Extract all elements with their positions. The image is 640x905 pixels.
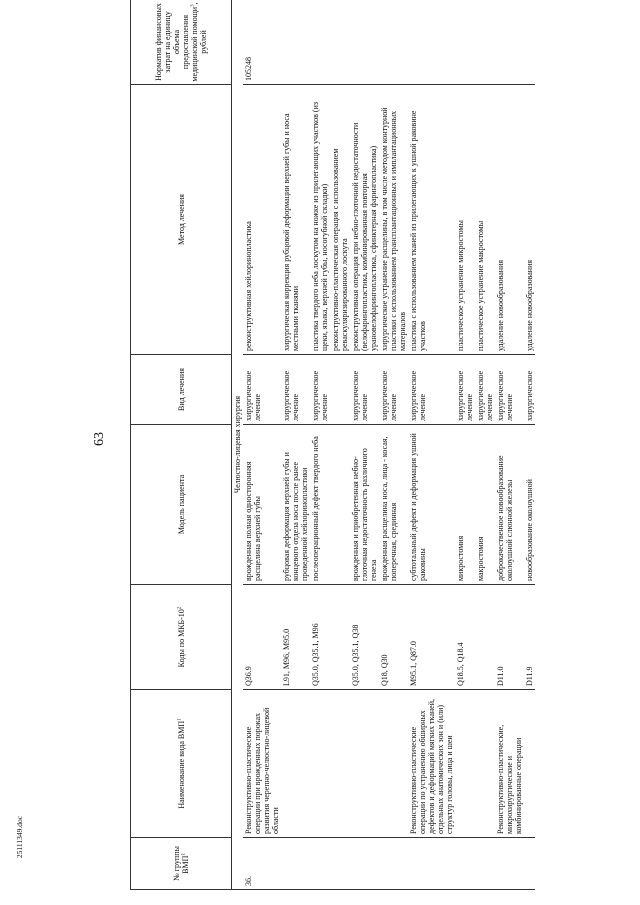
patient-model-cell: субтотальный дефект и деформация ушной раковины — [408, 425, 455, 585]
cost-norm-cell — [350, 0, 379, 85]
medical-care-table-sheet — [130, 0, 570, 890]
icd-codes-cell: Q18, Q30 — [379, 585, 408, 690]
table-row — [455, 0, 475, 890]
treatment-method-cell: удаление новообразования — [495, 85, 524, 355]
group-no-cell — [330, 838, 350, 890]
treatment-type-cell: хирургическое лечение — [408, 355, 455, 425]
header-icd-codes: Коды по МКБ-$10^2$ — [131, 585, 232, 690]
page-number: 63 — [92, 432, 107, 446]
cost-norm-cell — [455, 0, 475, 85]
icd-codes-cell: M95.1, Q87.0 — [408, 585, 455, 690]
treatment-method-cell: пластика твердого неба лоскутом на ножке из прилегающих участков (из щеки, языка, верхней губы, носогубной складки) — [310, 85, 330, 355]
cost-norm-cell — [495, 0, 524, 85]
table-row — [330, 0, 350, 890]
treatment-method-cell: хирургическое устранение расщелины, в том числе методом контурной пластики с использованием трансплантационных и имплантационных материалов — [379, 85, 408, 355]
vmp-name-cell: Реконструктивно-пластические, микрохирургические и комбинированные операции — [495, 690, 524, 838]
group-no-cell — [408, 838, 455, 890]
treatment-method-cell: реконструктивная хейлоринопластика — [243, 85, 281, 355]
cost-norm-cell — [524, 0, 535, 85]
header-treatment-type: Вид лечения — [131, 355, 232, 425]
patient-model-cell: врожденная и приобретенная небно-глоточная недостаточность различного генеза — [350, 425, 379, 585]
header-patient-model: Модель пациента — [131, 425, 232, 585]
treatment-type-cell: хирургическое лечение — [455, 355, 475, 425]
treatment-method-cell: реконструктивно-пластическая операция с использованием реваскуляризированного лоскута — [330, 85, 350, 355]
table-row — [243, 0, 281, 890]
table-row — [350, 0, 379, 890]
vmp-name-cell — [475, 690, 495, 838]
patient-model-cell: врожденная расщелина носа, лица - косая, поперечная, срединная — [379, 425, 408, 585]
icd-codes-cell: Q36.9 — [243, 585, 281, 690]
group-no-cell — [455, 838, 475, 890]
icd-codes-cell: Q35.0, Q35.1, M96 — [310, 585, 330, 690]
header-cost-norm: Норматив финансовых затрат на единицу объема предоставления медицинской помощи$^3$, рублей — [131, 0, 232, 85]
treatment-method-cell: пластическое устранение микростомы — [455, 85, 475, 355]
group-no-cell — [495, 838, 524, 890]
icd-codes-cell: D11.0 — [495, 585, 524, 690]
vmp-name-cell — [455, 690, 475, 838]
section-title: Челюстно-лицевая хирургия — [232, 0, 244, 890]
vmp-name-cell — [281, 690, 310, 838]
cost-norm-cell — [330, 0, 350, 85]
vmp-name-cell: Реконструктивно-пластические операции по устранению обширных дефектов и деформаций мягких тканей, отдельных анатомических зон и (или) структур головы, лица и шеи — [408, 690, 455, 838]
patient-model-cell — [330, 425, 350, 585]
group-no-cell — [524, 838, 535, 890]
icd-codes-cell — [475, 585, 495, 690]
header-treatment-method: Метод лечения — [131, 85, 232, 355]
patient-model-cell: врожденная полная односторонняя расщелина верхней губы — [243, 425, 281, 585]
header-vmp-name: Наименование вида ВМП$^1$ — [131, 690, 232, 838]
table-row — [281, 0, 310, 890]
cost-norm-cell — [379, 0, 408, 85]
cost-norm-cell — [408, 0, 455, 85]
footer-filename: 25111349.doc — [15, 815, 24, 859]
table-row — [524, 0, 535, 890]
treatment-method-cell: удаление новообразования — [524, 85, 535, 355]
icd-codes-cell: D11.9 — [524, 585, 535, 690]
section-row — [232, 0, 244, 890]
table-row — [495, 0, 524, 890]
treatment-type-cell: хирургическое лечение — [475, 355, 495, 425]
treatment-type-cell: хирургическое лечение — [281, 355, 310, 425]
vmp-name-cell — [379, 690, 408, 838]
cost-norm-cell: 105248 — [243, 0, 281, 85]
treatment-method-cell: реконструктивная операция при небно-глоточной недостаточности (велофарингопластика, комбинированная повторная урановелофарингопластика, сфинктерная фарингопластика) — [350, 85, 379, 355]
table-header-row — [131, 0, 232, 890]
group-no-cell — [310, 838, 330, 890]
treatment-type-cell: хирургическое лечение — [243, 355, 281, 425]
icd-codes-cell: Q18.5, Q18.4 — [455, 585, 475, 690]
header-group-no: № группы ВМП$^1$ — [131, 838, 232, 890]
cost-norm-cell — [310, 0, 330, 85]
treatment-type-cell: хирургическое лечение — [350, 355, 379, 425]
table-row — [408, 0, 455, 890]
group-no-cell: 36. — [243, 838, 281, 890]
treatment-method-cell: хирургическая коррекция рубцовой деформации верхней губы и носа местными тканями — [281, 85, 310, 355]
icd-codes-cell: Q35.0, Q35.1, Q38 — [350, 585, 379, 690]
vmp-name-cell — [524, 690, 535, 838]
patient-model-cell: доброкачественное новообразование околоушной слюнной железы — [495, 425, 524, 585]
patient-model-cell: послеоперационный дефект твердого неба — [310, 425, 330, 585]
group-no-cell — [350, 838, 379, 890]
treatment-type-cell: хирургическое лечение — [310, 355, 330, 425]
group-no-cell — [475, 838, 495, 890]
treatment-type-cell: хирургическое — [524, 355, 535, 425]
vmp-name-cell: Реконструктивно-пластические операции при врожденных пороках развития черепно-челюстно-лицевой области — [243, 690, 281, 838]
patient-model-cell: новообразование околоушной — [524, 425, 535, 585]
table-row — [475, 0, 495, 890]
treatment-type-cell: хирургическое лечение — [495, 355, 524, 425]
treatment-method-cell: пластическое устранение макростомы — [475, 85, 495, 355]
patient-model-cell: микростомия — [455, 425, 475, 585]
vmp-name-cell — [310, 690, 330, 838]
treatment-method-cell: пластика с использованием тканей из прилегающих к ушной раковине участков — [408, 85, 455, 355]
vmp-table — [130, 0, 535, 890]
vmp-name-cell — [330, 690, 350, 838]
treatment-type-cell: хирургическое лечение — [379, 355, 408, 425]
icd-codes-cell — [330, 585, 350, 690]
patient-model-cell: макростомия — [475, 425, 495, 585]
patient-model-cell: рубцовая деформация верхней губы и концевого отдела носа после ранее проведенной хейлоринопластики — [281, 425, 310, 585]
icd-codes-cell: L91, M96, M95.0 — [281, 585, 310, 690]
cost-norm-cell — [475, 0, 495, 85]
vmp-name-cell — [350, 690, 379, 838]
treatment-type-cell — [330, 355, 350, 425]
group-no-cell — [379, 838, 408, 890]
table-row — [379, 0, 408, 890]
table-row — [310, 0, 330, 890]
cost-norm-cell — [281, 0, 310, 85]
group-no-cell — [281, 838, 310, 890]
